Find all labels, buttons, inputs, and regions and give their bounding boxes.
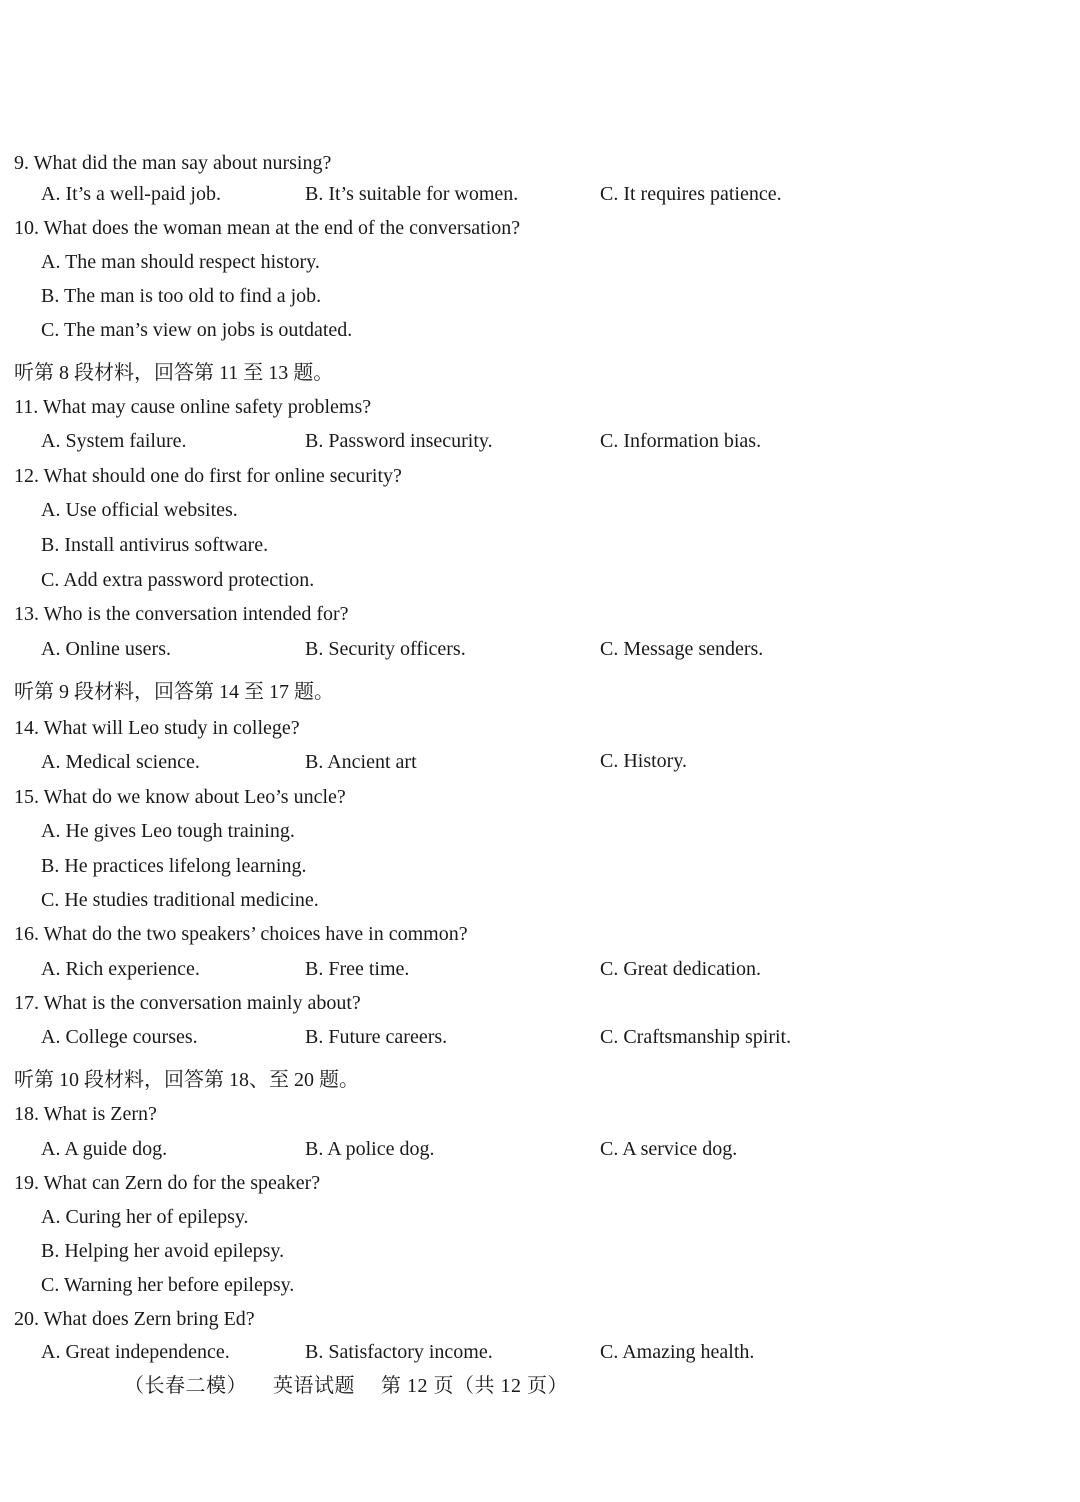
question-17-option-b: B. Future careers. bbox=[305, 1026, 448, 1048]
page-footer bbox=[124, 1373, 568, 1399]
question-19-option-b: B. Helping her avoid epilepsy. bbox=[41, 1240, 285, 1262]
question-18-option-c: C. A service dog. bbox=[600, 1138, 738, 1160]
footer-page-number: 第 12 页（共 12 页） bbox=[381, 1375, 568, 1397]
question-18-stem: 18. What is Zern? bbox=[14, 1103, 157, 1125]
question-16-stem: 16. What do the two speakers’ choices have in common? bbox=[14, 923, 468, 945]
footer-exam-name: （长春二模） bbox=[124, 1375, 247, 1397]
question-16-option-c: C. Great dedication. bbox=[600, 958, 762, 980]
question-9-stem: 9. What did the man say about nursing? bbox=[14, 152, 332, 174]
question-12-stem: 12. What should one do first for online security? bbox=[14, 465, 402, 487]
question-16-option-b: B. Free time. bbox=[305, 958, 410, 980]
question-11-option-a: A. System failure. bbox=[41, 430, 187, 452]
question-16-option-a: A. Rich experience. bbox=[41, 958, 200, 980]
question-13-option-c: C. Message senders. bbox=[600, 638, 764, 660]
section-heading-8: 听第 8 段材料，回答第 11 至 13 题。 bbox=[14, 362, 334, 384]
question-20-option-c: C. Amazing health. bbox=[600, 1341, 755, 1363]
question-18-option-b: B. A police dog. bbox=[305, 1138, 435, 1160]
question-10-option-b: B. The man is too old to find a job. bbox=[41, 285, 322, 307]
question-20-option-b: B. Satisfactory income. bbox=[305, 1341, 493, 1363]
question-14-option-c: C. History. bbox=[600, 750, 688, 772]
question-10-option-c: C. The man’s view on jobs is outdated. bbox=[41, 319, 353, 341]
question-14-stem: 14. What will Leo study in college? bbox=[14, 717, 300, 739]
question-12-option-b: B. Install antivirus software. bbox=[41, 534, 269, 556]
question-15-stem: 15. What do we know about Leo’s uncle? bbox=[14, 786, 346, 808]
question-10-stem: 10. What does the woman mean at the end of the conversation? bbox=[14, 217, 521, 239]
question-11-option-c: C. Information bias. bbox=[600, 430, 762, 452]
question-18-option-a: A. A guide dog. bbox=[41, 1138, 168, 1160]
section-heading-10: 听第 10 段材料，回答第 18、至 20 题。 bbox=[14, 1069, 359, 1091]
question-15-option-b: B. He practices lifelong learning. bbox=[41, 855, 307, 877]
question-20-option-a: A. Great independence. bbox=[41, 1341, 230, 1363]
question-17-option-c: C. Craftsmanship spirit. bbox=[600, 1026, 792, 1048]
question-13-stem: 13. Who is the conversation intended for? bbox=[14, 603, 349, 625]
question-13-option-a: A. Online users. bbox=[41, 638, 171, 660]
question-12-option-a: A. Use official websites. bbox=[41, 499, 238, 521]
question-14-option-b: B. Ancient art bbox=[305, 751, 417, 773]
question-19-stem: 19. What can Zern do for the speaker? bbox=[14, 1172, 321, 1194]
question-17-stem: 17. What is the conversation mainly about? bbox=[14, 992, 361, 1014]
question-15-option-c: C. He studies traditional medicine. bbox=[41, 889, 319, 911]
question-12-option-c: C. Add extra password protection. bbox=[41, 569, 315, 591]
question-20-stem: 20. What does Zern bring Ed? bbox=[14, 1308, 255, 1330]
question-15-option-a: A. He gives Leo tough training. bbox=[41, 820, 295, 842]
section-heading-9: 听第 9 段材料，回答第 14 至 17 题。 bbox=[14, 681, 334, 703]
question-19-option-a: A. Curing her of epilepsy. bbox=[41, 1206, 249, 1228]
question-9-option-b: B. It’s suitable for women. bbox=[305, 183, 519, 205]
question-13-option-b: B. Security officers. bbox=[305, 638, 466, 660]
question-11-option-b: B. Password insecurity. bbox=[305, 430, 493, 452]
question-11-stem: 11. What may cause online safety problems? bbox=[14, 396, 372, 418]
question-19-option-c: C. Warning her before epilepsy. bbox=[41, 1274, 295, 1296]
question-10-option-a: A. The man should respect history. bbox=[41, 251, 320, 273]
footer-subject: 英语试题 bbox=[273, 1375, 355, 1397]
question-17-option-a: A. College courses. bbox=[41, 1026, 198, 1048]
question-9-option-a: A. It’s a well-paid job. bbox=[41, 183, 221, 205]
question-14-option-a: A. Medical science. bbox=[41, 751, 200, 773]
question-9-option-c: C. It requires patience. bbox=[600, 183, 782, 205]
